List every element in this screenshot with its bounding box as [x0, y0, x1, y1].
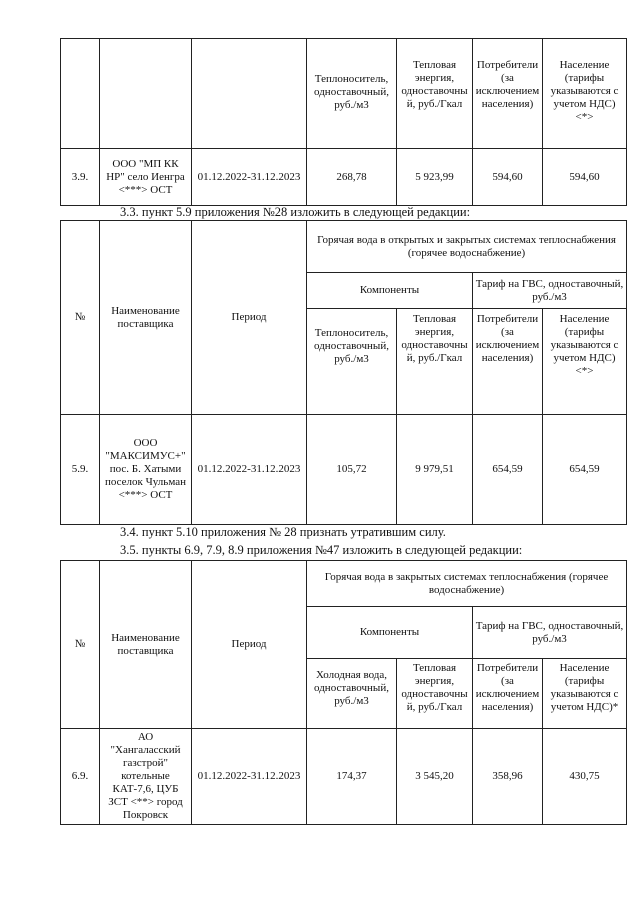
row-value-cold-water: 174,37 [307, 729, 397, 825]
row-value-consumers: 594,60 [473, 149, 543, 206]
table-header-row [61, 221, 627, 273]
row-supplier: ООО "МП КК НР" село Иенгра <***> ОСТ [100, 149, 192, 206]
header-population: Население (тарифы указываются с учетом НДС) <*> [543, 309, 627, 415]
row-value-population: 654,59 [543, 415, 627, 525]
header-number: № [61, 561, 100, 729]
row-value-consumers: 654,59 [473, 415, 543, 525]
header-period: Период [192, 561, 307, 729]
row-period: 01.12.2022-31.12.2023 [192, 415, 307, 525]
row-period: 01.12.2022-31.12.2023 [192, 149, 307, 206]
table-header-row [61, 561, 627, 607]
header-cell-empty [192, 39, 307, 149]
table-row [61, 729, 627, 825]
header-period: Период [192, 221, 307, 415]
row-value-population: 594,60 [543, 149, 627, 206]
header-heat-energy: Тепловая энергия, одноставочный, руб./Гкал [397, 39, 473, 149]
header-population: Население (тарифы указываются с учетом НДС) <*> [543, 39, 627, 149]
row-supplier: ООО "МАКСИМУС+" пос. Б. Хатыми поселок Чульман <***> ОСТ [100, 415, 192, 525]
row-period: 01.12.2022-31.12.2023 [192, 729, 307, 825]
row-value-coolant: 105,72 [307, 415, 397, 525]
header-supplier: Наименование поставщика [100, 221, 192, 415]
header-supplier: Наименование поставщика [100, 561, 192, 729]
table-row [61, 149, 627, 206]
header-number: № [61, 221, 100, 415]
header-tariff: Тариф на ГВС, одноставочный, руб./м3 [473, 273, 627, 309]
header-coolant: Теплоноситель, одноставочный, руб./м3 [307, 39, 397, 149]
row-value-heat: 9 979,51 [397, 415, 473, 525]
row-number: 5.9. [61, 415, 100, 525]
header-cell-empty [61, 39, 100, 149]
paragraph-3-5: 3.5. пункты 6.9, 7.9, 8.9 приложения №47 изложить в следующей редакции: [120, 543, 523, 557]
header-heat-energy: Тепловая энергия, одноставочный, руб./Гкал [397, 659, 473, 729]
table-header-row [61, 39, 627, 149]
row-value-heat: 3 545,20 [397, 729, 473, 825]
table-tariffs-6-9 [60, 560, 627, 825]
table-tariffs-5-9 [60, 220, 627, 525]
row-value-coolant: 268,78 [307, 149, 397, 206]
header-heat-energy: Тепловая энергия, одноставочный, руб./Гкал [397, 309, 473, 415]
row-number: 6.9. [61, 729, 100, 825]
table-row [61, 415, 627, 525]
header-cold-water: Холодная вода, одноставочный, руб./м3 [307, 659, 397, 729]
header-tariff: Тариф на ГВС, одноставочный, руб./м3 [473, 607, 627, 659]
header-consumers: Потребители (за исключением населения) [473, 309, 543, 415]
paragraph-3-3: 3.3. пункт 5.9 приложения №28 изложить в следующей редакции: [120, 205, 471, 219]
header-group: Горячая вода в открытых и закрытых системах теплоснабжения (горячее водоснабжение) [307, 221, 627, 273]
header-group: Горячая вода в закрытых системах теплоснабжения (горячее водоснабжение) [307, 561, 627, 607]
header-cell-empty [100, 39, 192, 149]
row-number: 3.9. [61, 149, 100, 206]
header-components: Компоненты [307, 607, 473, 659]
table-tariffs-continued [60, 38, 627, 206]
header-coolant: Теплоноситель, одноставочный, руб./м3 [307, 309, 397, 415]
header-consumers: Потребители (за исключением населения) [473, 39, 543, 149]
paragraph-3-4: 3.4. пункт 5.10 приложения № 28 признать утратившим силу. [120, 525, 446, 539]
row-value-consumers: 358,96 [473, 729, 543, 825]
header-consumers: Потребители (за исключением населения) [473, 659, 543, 729]
row-value-heat: 5 923,99 [397, 149, 473, 206]
row-supplier: АО "Хангаласский газстрой" котельные КАТ-7,6, ЦУБ ЗСТ <**> город Покровск [100, 729, 192, 825]
header-components: Компоненты [307, 273, 473, 309]
row-value-population: 430,75 [543, 729, 627, 825]
header-population: Население (тарифы указываются с учетом НДС)* [543, 659, 627, 729]
